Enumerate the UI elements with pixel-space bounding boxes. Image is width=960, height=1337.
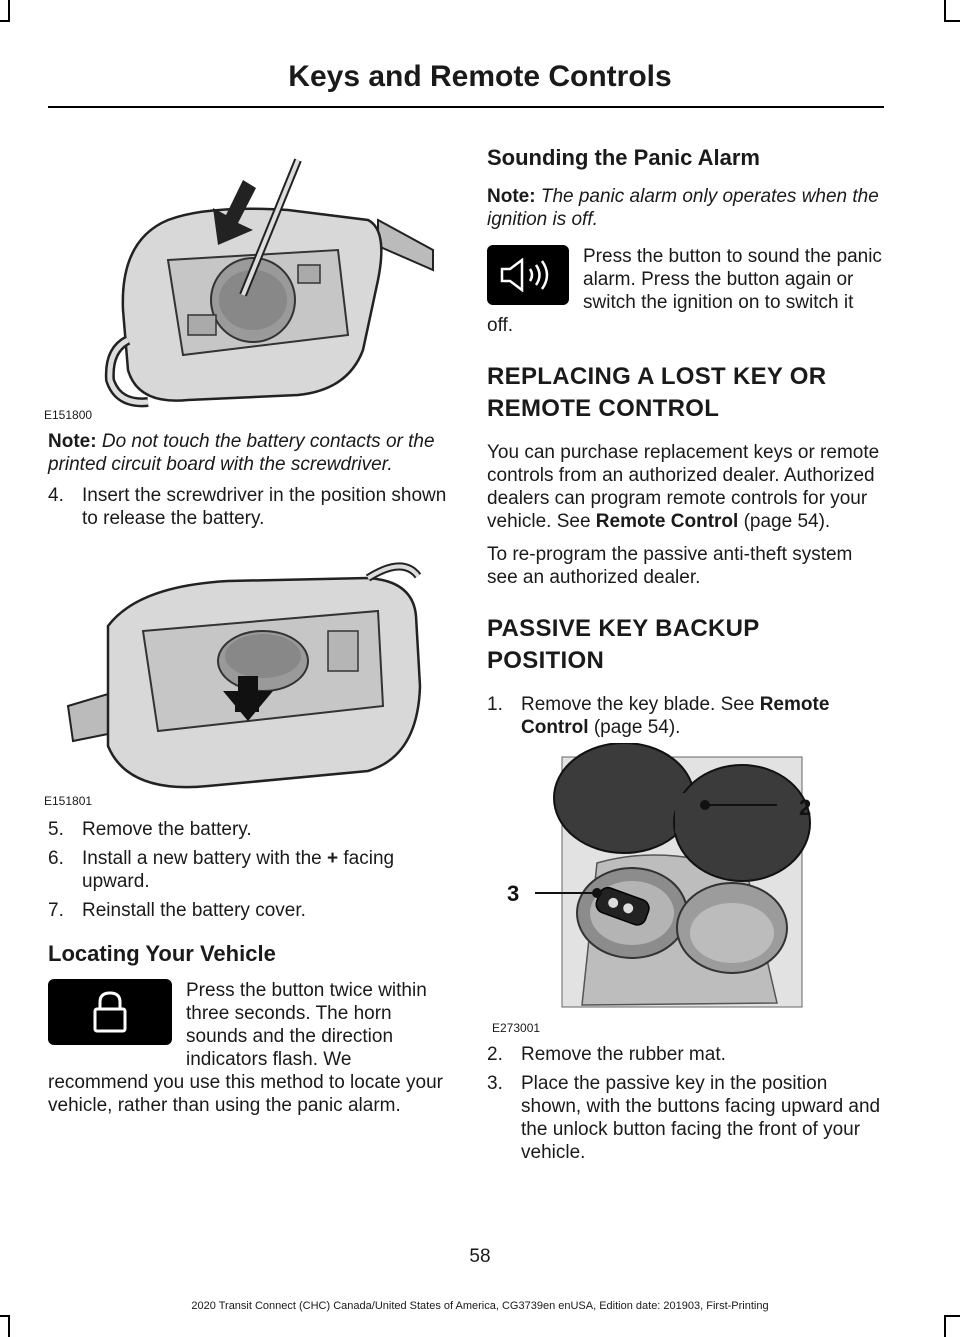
step-number: 2. <box>487 1044 503 1065</box>
crop-mark <box>0 20 10 22</box>
note-label: Note: <box>48 431 97 452</box>
replace-paragraph <box>487 441 882 533</box>
step-number: 1. <box>487 694 503 715</box>
crop-mark <box>8 0 10 20</box>
page-title: Keys and Remote Controls <box>288 60 672 93</box>
step-text: Insert the screwdriver in the position shown to release the battery. <box>82 485 447 529</box>
left-column <box>44 150 448 1117</box>
list-item <box>48 484 448 530</box>
figure-cupholder <box>487 743 882 1033</box>
heading-line: POSITION <box>487 647 605 674</box>
list-item <box>48 818 448 841</box>
cupholder-key-position-illustration <box>487 743 882 1033</box>
note-text: Do not touch the battery contacts or the printed circuit board with the screwdriver. <box>48 431 435 475</box>
figure-key-battery <box>44 536 448 808</box>
callout-3: 3 <box>507 881 520 906</box>
note-label: Note: <box>487 186 536 207</box>
step-text: Remove the key blade. See <box>521 694 760 715</box>
list-item <box>487 1072 882 1164</box>
step-text: Reinstall the battery cover. <box>82 900 306 921</box>
note-panic <box>487 185 882 231</box>
note-text: The panic alarm only operates when the ignition is off. <box>487 186 879 230</box>
footer-info: 2020 Transit Connect (CHC) Canada/United States of America, CG3739en enUSA, Edition date: 201903, First-Printing <box>191 1300 769 1312</box>
crop-mark <box>8 1317 10 1337</box>
crop-mark <box>944 1317 946 1337</box>
replace-paragraph-2: To re-program the passive anti-theft system see an authorized dealer. <box>487 544 853 588</box>
panic-block <box>487 245 882 337</box>
figure-key-screwdriver <box>44 150 448 422</box>
callout-2: 2 <box>799 795 812 820</box>
key-fob-battery-illustration <box>48 536 448 806</box>
section-heading <box>487 361 882 425</box>
lock-icon <box>48 979 172 1045</box>
heading-line: REPLACING A LOST KEY OR <box>487 363 827 390</box>
step-text: facing upward. <box>82 848 395 892</box>
cross-reference-link[interactable]: Remote Control <box>595 511 739 532</box>
step-text: Remove the rubber mat. <box>521 1044 726 1065</box>
key-fob-screwdriver-illustration <box>48 150 448 420</box>
step-number: 6. <box>48 848 64 869</box>
step-number: 3. <box>487 1073 503 1094</box>
horn-icon <box>487 245 569 305</box>
crop-mark <box>944 0 946 20</box>
step-number: 4. <box>48 485 64 506</box>
crop-mark <box>944 20 960 22</box>
note-battery <box>48 430 448 476</box>
list-item <box>487 1043 882 1066</box>
right-column <box>487 146 882 1164</box>
figure-id: E151801 <box>44 794 93 808</box>
crop-mark <box>0 1315 10 1317</box>
list-item <box>48 847 448 893</box>
step-text: Remove the battery. <box>82 819 252 840</box>
figure-id: E273001 <box>492 1021 541 1035</box>
list-item <box>48 899 448 922</box>
step-number: 7. <box>48 900 64 921</box>
list-item <box>487 693 882 739</box>
paragraph-text: You can purchase replacement keys or remote controls from an authorized dealer. Authorized dealers can program remote controls for your vehicle. See <box>487 442 880 532</box>
heading-line: PASSIVE KEY BACKUP <box>487 615 760 642</box>
heading-line: REMOTE CONTROL <box>487 395 720 422</box>
figure-id: E151800 <box>44 408 93 422</box>
paragraph-text: (page 54). <box>738 511 831 532</box>
plus-symbol: + <box>327 848 339 869</box>
crop-mark <box>944 1315 960 1317</box>
step-text: Install a new battery with the <box>82 848 328 869</box>
step-number: 5. <box>48 819 64 840</box>
header-divider <box>48 106 884 108</box>
locating-text: Press the button twice within three seconds. The horn sounds and the direction indicators flash. We recommend you use this method to locate your vehicle, rather than using the panic alarm. <box>48 980 443 1116</box>
locating-block <box>48 979 448 1117</box>
step-text: (page 54). <box>588 717 681 738</box>
section-heading <box>487 613 882 677</box>
step-text: Place the passive key in the position shown, with the buttons facing upward and the unlock button facing the front of your vehicle. <box>521 1073 881 1163</box>
panic-text: Press the button to sound the panic alarm. Press the button again or switch the ignition on to switch it off. <box>487 246 882 336</box>
section-heading: Locating Your Vehicle <box>48 941 276 966</box>
page-number: 58 <box>469 1246 491 1267</box>
cross-reference-link[interactable]: Remote Control <box>521 694 830 738</box>
section-heading: Sounding the Panic Alarm <box>487 145 760 170</box>
